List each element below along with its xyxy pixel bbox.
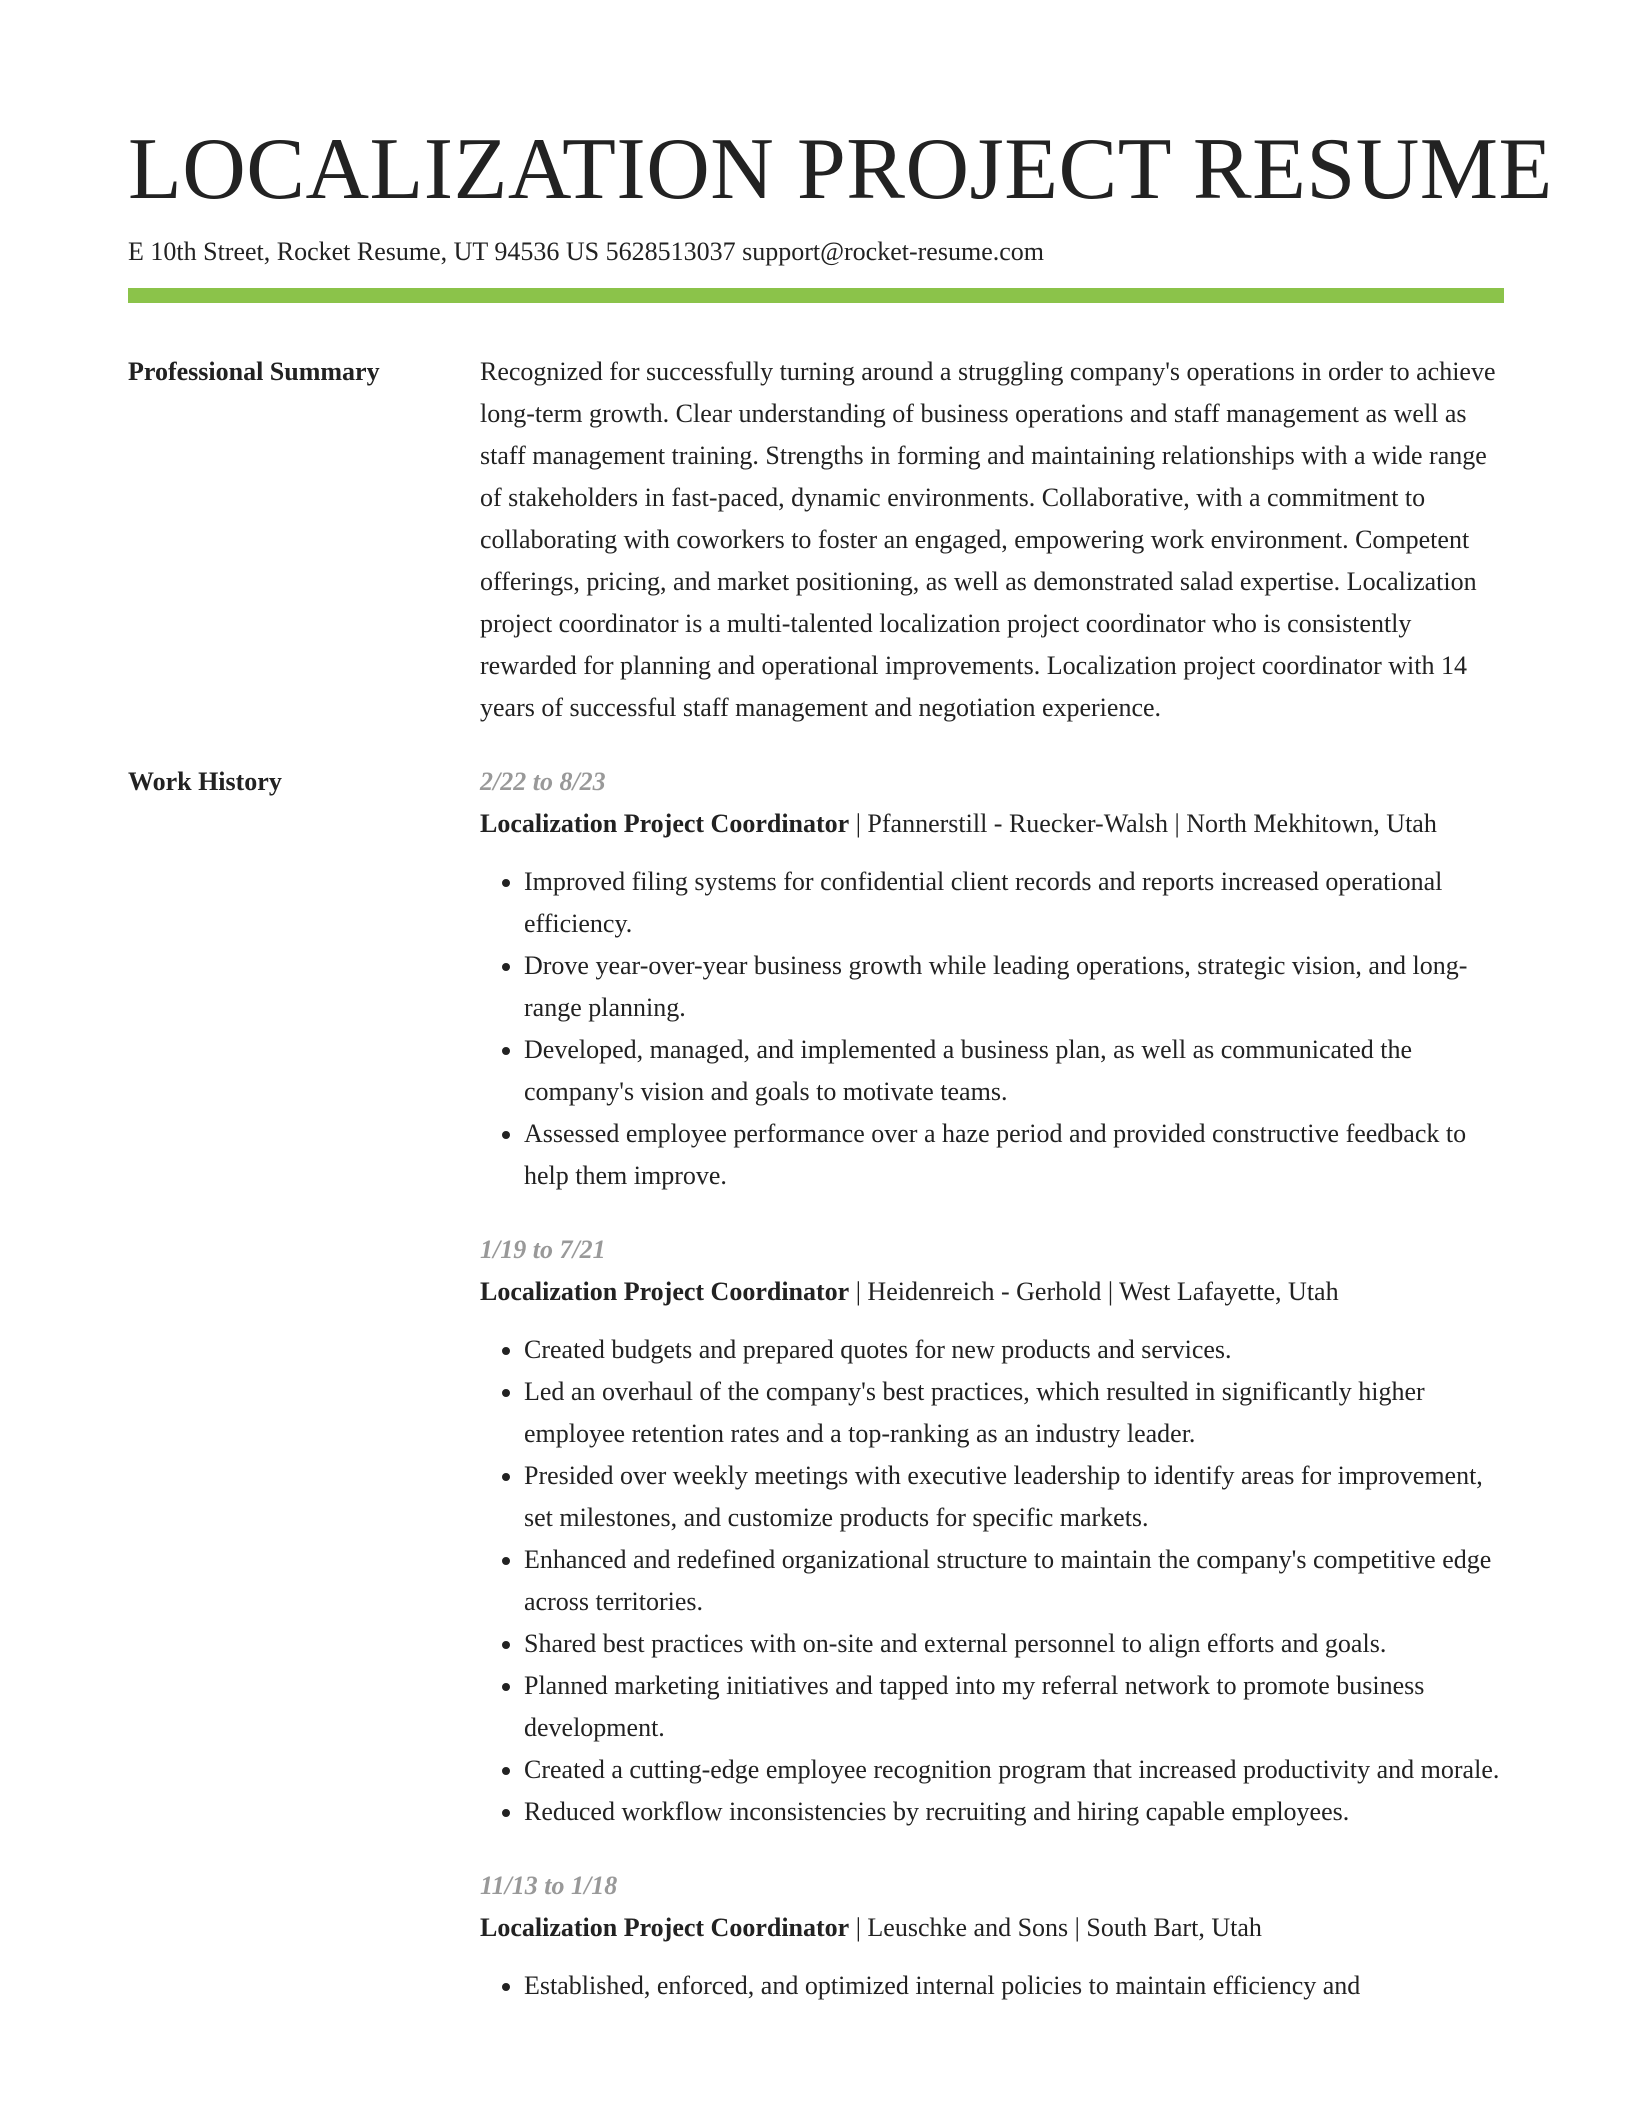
job-dates: 11/13 to 1/18	[480, 1871, 618, 1900]
job-dates: 1/19 to 7/21	[480, 1235, 606, 1264]
job-details: | Leuschke and Sons | South Bart, Utah	[849, 1913, 1262, 1942]
job-bullet: • Presided over weekly meetings with executive leadership to identify areas for improvement, set milestones, and customize products for specific markets.	[524, 1455, 1504, 1539]
work-history-body	[480, 761, 1504, 2039]
job-details: | Pfannerstill - Ruecker-Walsh | North Mekhitown, Utah	[849, 809, 1437, 838]
job-bullet: • Improved filing systems for confidential client records and reports increased operational efficiency.	[524, 861, 1504, 945]
job-bullet-list	[480, 1965, 1504, 2007]
job-bullet: • Reduced workflow inconsistencies by recruiting and hiring capable employees.	[524, 1791, 1504, 1833]
contact-line: E 10th Street, Rocket Resume, UT 94536 US 5628513037 support@rocket-resume.com	[128, 237, 1044, 266]
job-entry	[480, 761, 1504, 1197]
job-entry	[480, 1865, 1504, 2007]
job-title: Localization Project Coordinator	[480, 809, 850, 838]
job-bullet: • Created a cutting-edge employee recognition program that increased productivity and morale.	[524, 1749, 1504, 1791]
job-bullet: • Drove year-over-year business growth while leading operations, strategic vision, and long-range planning.	[524, 945, 1504, 1029]
job-title: Localization Project Coordinator	[480, 1277, 850, 1306]
job-bullet-list	[480, 1329, 1504, 1833]
job-bullet: • Planned marketing initiatives and tapped into my referral network to promote business development.	[524, 1665, 1504, 1749]
job-heading	[480, 1907, 1504, 1949]
job-details: | Heidenreich - Gerhold | West Lafayette, Utah	[849, 1277, 1339, 1306]
summary-text: Recognized for successfully turning around a struggling company's operations in order to achieve long-term growth. Clear understanding of business operations and staff management as well as staff management training. Strengths in forming and maintaining relationships with a wide range of stakeholders in fast-paced, dynamic environments. Collaborative, with a commitment to collaborating with coworkers to foster an engaged, empowering work environment. Competent offerings, pricing, and market positioning, as well as demonstrated salad expertise. Localization project coordinator is a multi-talented localization project coordinator who is consistently rewarded for planning and operational improvements. Localization project coordinator with 14 years of successful staff management and negotiation experience.	[480, 357, 1496, 722]
job-bullet: • Created budgets and prepared quotes for new products and services.	[524, 1329, 1504, 1371]
summary-body	[480, 351, 1504, 729]
job-bullet: • Assessed employee performance over a haze period and provided constructive feedback to help them improve.	[524, 1113, 1504, 1197]
job-bullet: • Developed, managed, and implemented a business plan, as well as communicated the company's vision and goals to motivate teams.	[524, 1029, 1504, 1113]
job-heading	[480, 803, 1504, 845]
job-dates: 2/22 to 8/23	[480, 767, 606, 796]
job-entry	[480, 1229, 1504, 1833]
resume-title: LOCALIZATION PROJECT RESUME	[128, 121, 1553, 218]
work-history-section	[128, 761, 1504, 2039]
job-bullet-list	[480, 861, 1504, 1197]
job-bullet: • Shared best practices with on-site and external personnel to align efforts and goals.	[524, 1623, 1504, 1665]
job-bullet: • Led an overhaul of the company's best practices, which resulted in significantly higher employee retention rates and a top-ranking as an industry leader.	[524, 1371, 1504, 1455]
job-bullet: • Established, enforced, and optimized internal policies to maintain efficiency and	[524, 1965, 1504, 2007]
job-title: Localization Project Coordinator	[480, 1913, 850, 1942]
work-history-label: Work History	[128, 767, 282, 796]
header-divider	[128, 288, 1504, 303]
job-heading	[480, 1271, 1504, 1313]
job-bullet: • Enhanced and redefined organizational structure to maintain the company's competitive edge across territories.	[524, 1539, 1504, 1623]
summary-label: Professional Summary	[128, 357, 380, 386]
summary-section	[128, 351, 1504, 729]
